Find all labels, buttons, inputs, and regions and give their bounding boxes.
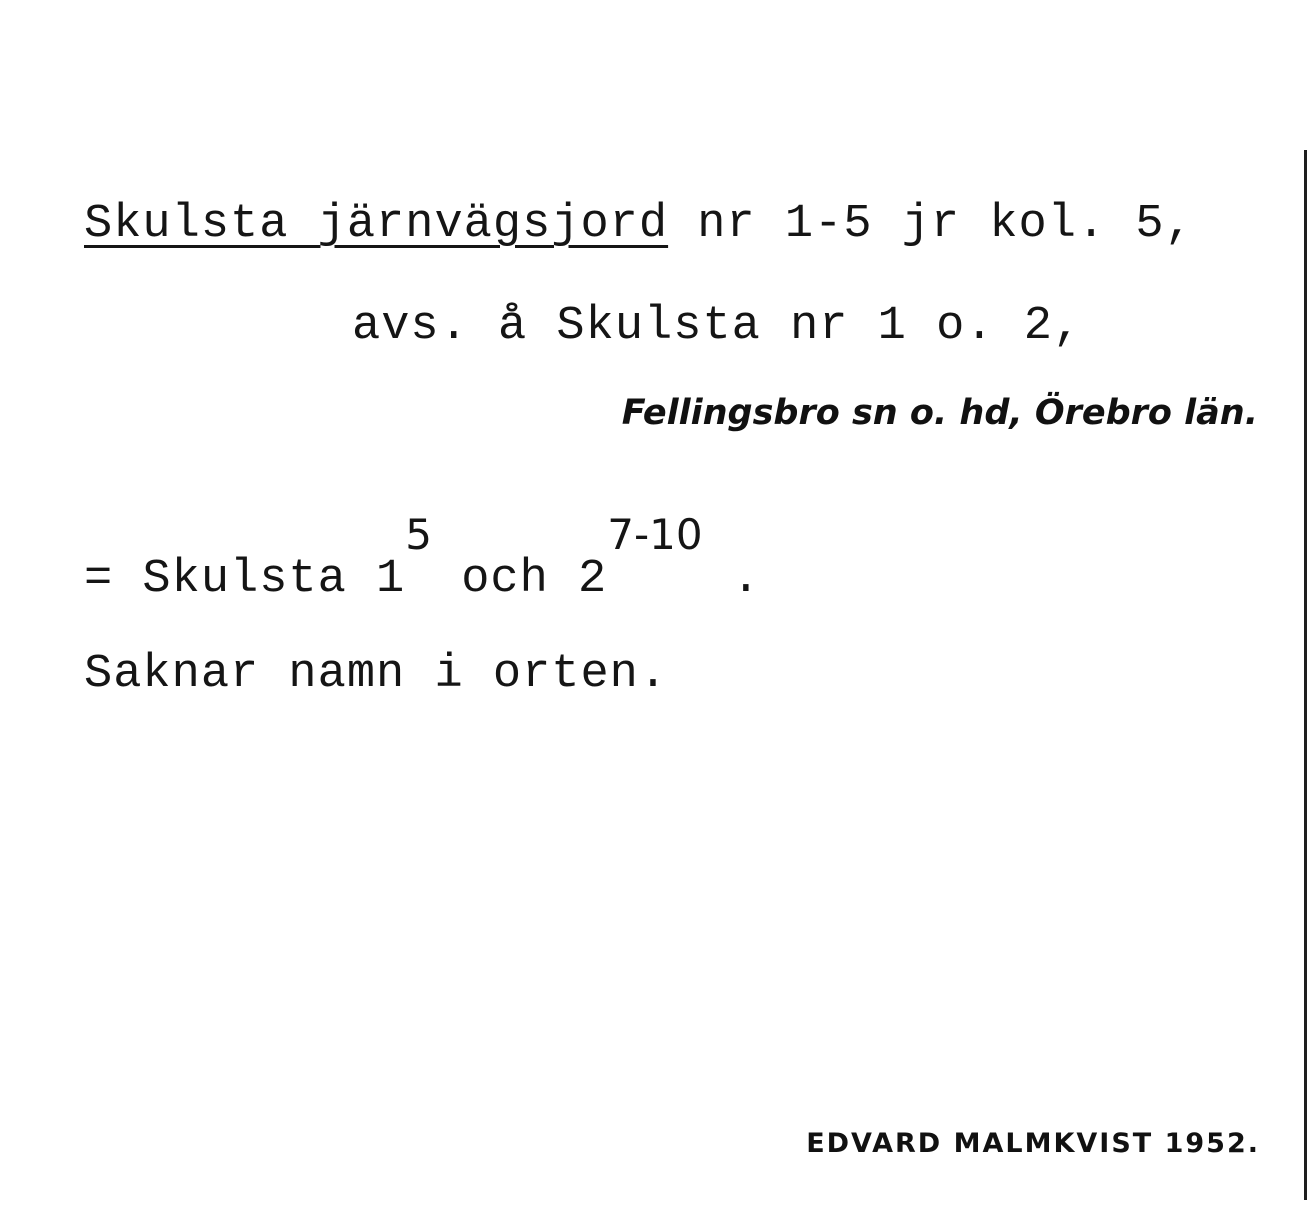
superscript-1: 5	[405, 510, 432, 559]
equivalence-prefix: = Skulsta 1	[84, 553, 406, 606]
footer-signature: EDVARD MALMKVIST 1952.	[806, 1128, 1260, 1159]
card-edge-line	[1304, 150, 1307, 1200]
note-line: Saknar namn i orten.	[84, 648, 669, 701]
entry-subline: avs. å Skulsta nr 1 o. 2,	[352, 300, 1083, 353]
entry-heading	[84, 198, 1194, 251]
superscript-2: 7-10	[607, 510, 703, 559]
equivalence-line	[84, 510, 761, 606]
parish-county-line: Fellingsbro sn o. hd, Örebro län.	[621, 393, 1258, 433]
equivalence-middle: och 2	[432, 553, 608, 606]
entry-reference: nr 1-5 jr kol. 5,	[668, 198, 1194, 251]
equivalence-suffix: .	[702, 553, 761, 606]
place-name: Skulsta järnvägsjord	[84, 198, 669, 251]
